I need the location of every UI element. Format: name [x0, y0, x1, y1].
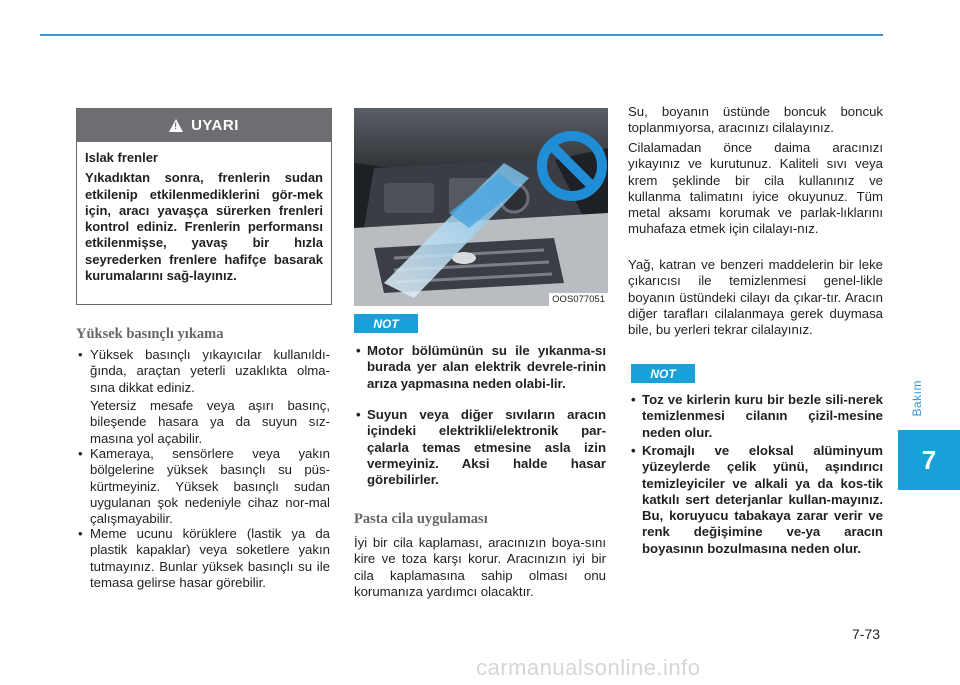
warning-text: Yıkadıktan sonra, frenlerin sudan etkilenip etkilenmediklerini gör-mek için, aracı yavaşça sürerken frenleri kontrol ediniz. Frenlerin performansı etkilenmişse, yavaş bir hızla seyrederken frenlere hafifçe basarak kurumalarını sağ-layınız. [85, 170, 323, 284]
note-tag: NOT [631, 364, 695, 383]
prohibited-icon [536, 130, 608, 202]
warning-icon: ! [169, 119, 183, 132]
list-item: • Meme ucunu körüklere (lastik ya da plastik kapaklar) veya soketlere yakın tutmayınız. Bunlar yüksek basınçlı su ile temasa gelirse hasar görebilir. [78, 526, 330, 590]
page-number: 7-73 [852, 626, 881, 642]
warning-box [76, 108, 332, 305]
note-item: • Kromajlı ve eloksal alüminyum yüzeylerde çelik yünü, aşındırıcı temizleyiciler ve alkali ya da kos-tik katkılı sert deterjanlar kullan-mayınız. Bu, koruyucu tabakaya zarar verir ve renk değişimine ve-ya aracın boyasının bozulmasına neden olur. [631, 443, 883, 556]
list-item: • Kameraya, sensörlere veya yakın bölgelerine yüksek basınçlı su püs-kürtmeyiniz. Yüksek basınçlı sudan uygulanan şok nedeniyle cihaz nor-mal çalışmayabilir. [78, 446, 330, 527]
paragraph: Su, boyanın üstünde boncuk boncuk toplanmıyorsa, aracınızı cilalayınız. [628, 104, 883, 136]
note-item: • Motor bölümünün su ile yıkanma-sı burada yer alan elektrik devrele-rinin arıza yapmasına neden olabi-lir. [356, 343, 606, 391]
chapter-side-label: Bakım [910, 380, 924, 417]
warning-header [77, 109, 331, 142]
section-title-polish: Pasta cila uygulaması [354, 511, 488, 527]
section-title-high-pressure: Yüksek basınçlı yıkama [76, 326, 224, 342]
list-item-continuation: Yetersiz mesafe veya aşırı basınç, bileşende hasara ya da suyun sız-masına yol açabilir. [90, 398, 330, 446]
image-code: OOS077051 [549, 293, 608, 306]
paragraph: Yağ, katran ve benzeri maddelerin bir leke çıkarıcısı ile temizlenmesi genel-likle boyanın üstündeki cilayı da çıkar-tır. Aracın diğer tarafları cilalanmaya gerek duymasa bile, bu yerleri tekrar cilalayınız. [628, 257, 883, 338]
chapter-number-tab: 7 [898, 430, 960, 490]
note-tag: NOT [354, 314, 418, 333]
warning-title: UYARI [191, 117, 239, 134]
paragraph: Cilalamadan önce daima aracınızı yıkayınız ve kurutunuz. Kaliteli sıvı veya krem şeklinde bir cila kullanınız ve kullanma talimatını iyice okuyunuz. Tüm metal aksamı korumak ve parlak-lıklarını muhafaza etmek için cilalayı-nız. [628, 140, 883, 237]
polish-paragraph: İyi bir cila kaplaması, aracınızın boya-sını kire ve toza karşı korur. Aracınızın iyi bir cila kaplamasına sahip olması onu korumanıza yardımcı olacaktır. [354, 535, 606, 599]
note-item: • Toz ve kirlerin kuru bir bezle sili-nerek temizlenmesi cilanın çizil-mesine neden olur. [631, 392, 883, 440]
warning-body [77, 142, 331, 284]
watermark: carmanualsonline.info [476, 655, 701, 680]
note-item: • Suyun veya diğer sıvıların aracın içindeki elektrikli/elektronik par-çalarla temas etmesine asla izin vermeyiniz. Aksi halde hasar görebilirler. [356, 407, 606, 488]
list-item: • Yüksek basınçlı yıkayıcılar kullanıldı-ğında, araçtan yeterli uzaklıkta olma-sına dikkat ediniz. [78, 347, 330, 395]
header-rule [40, 34, 883, 36]
warning-heading: Islak frenler [85, 150, 158, 165]
